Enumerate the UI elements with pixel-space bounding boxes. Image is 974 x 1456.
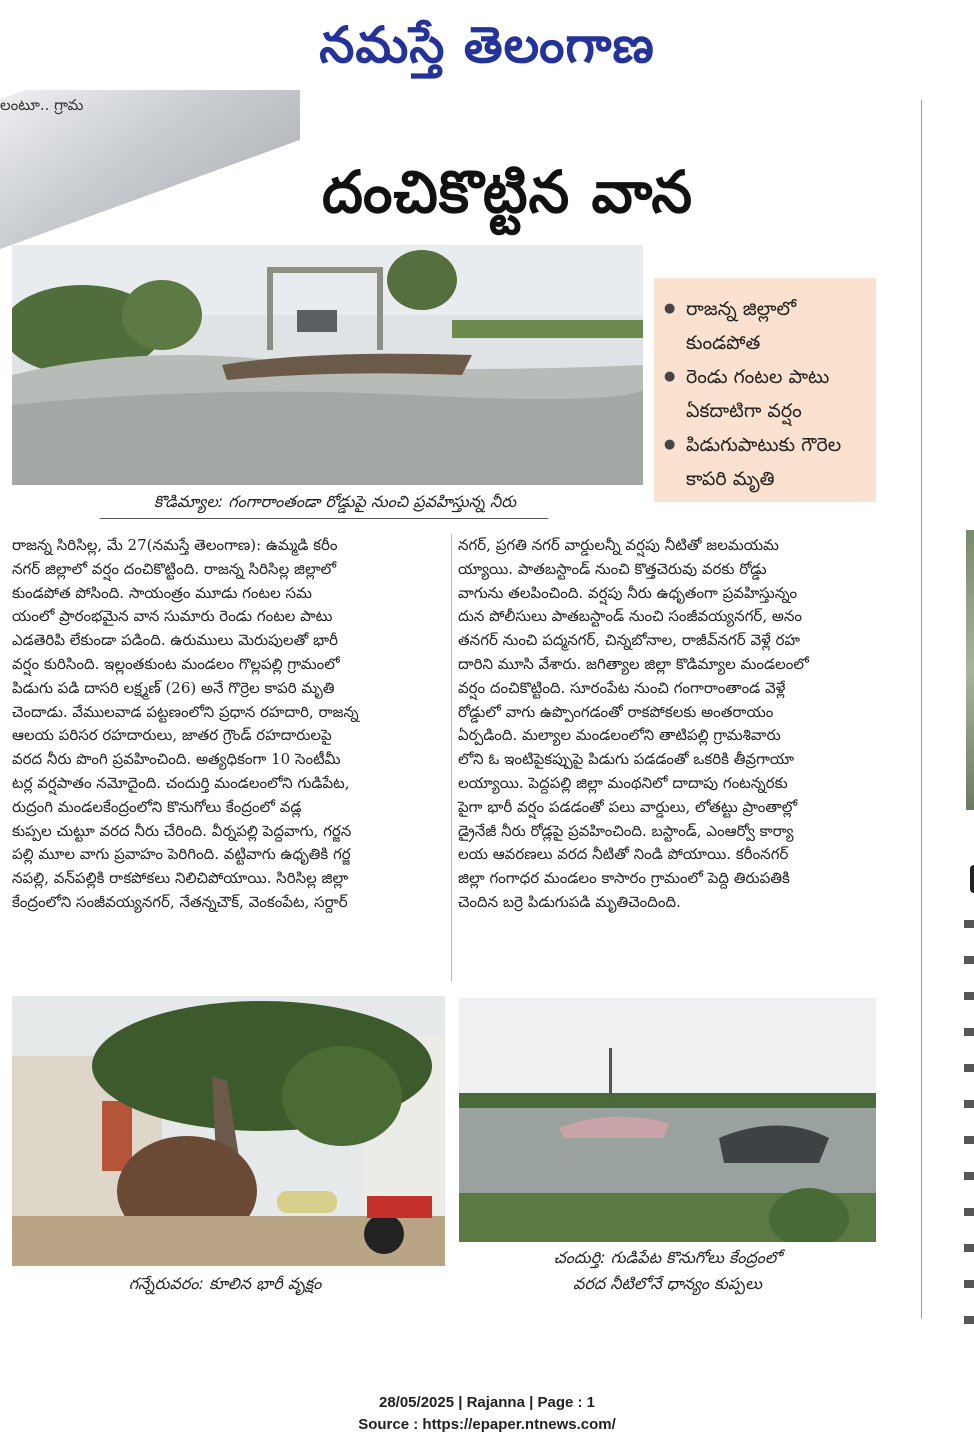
highlight-item: ● పిడుగుపాటుకు గౌరెల కాపరి మృతి [664,428,876,496]
footer-source: Source : https://epaper.ntnews.com/ [358,1416,616,1433]
headline: దంచికొట్టిన వాన [322,158,694,226]
caption-field-photo-line2: వరద నీటిలోనే ధాన్యం కుప్పలు [573,1274,762,1293]
caption-top-photo: కొడిమ్యాల: గంగారాంతండా రోడ్డుపై నుంచి ప్రవహిస్తున్న నీరు [153,492,517,511]
photo-flooded-road [12,245,643,485]
adjacent-heading-fragment [970,865,974,893]
adjacent-article-fragment [940,130,974,1330]
caption-tree-photo: గన్నేరువరం: కూలిన భారీ వృక్షం [128,1274,322,1293]
column-divider [451,534,452,982]
article-column-2: నగర్, ప్రగతి నగర్ వార్డులన్నీ వర్షపు నీటితో జలమయమ య్యాయి. పాతబస్టాండ్ నుంచి కొత్తచెరువు వరకు రోడ్డు వాగును తలపించింది. వర్షపు నీరు ఉధృతంగా ప్రవహిస్తున్నం దున పోలీసులు పాతబస్టాండ్ నుంచి సంజీవయ్యనగర్, అనం తనగర్ నుంచి పద్మనగర్, చిన్నబోనాల, రాజీవ్‌నగర్ వెళ్లే రహ దారిని మూసి వేశారు. జగిత్యాల జిల్లా కొడిమ్యాల మండలంలో వర్షం దంచికొట్టింది. సూరంపేట నుంచి గంగారాంతాండ వెళ్లే రోడ్డులో వాగు ఉప్పొంగడంతో రాకపోకలకు అంతరాయం ఏర్పడింది. మల్యాల మండలంలోని తాటిపల్లి గ్రామశివారు లోని ఓ ఇంటిపైకప్పుపై పిడుగు పడడంతో ఒకరికి తీవ్రగాయా లయ్యాయి. పెద్దపల్లి జిల్లా మంథనిలో దాదాపు గంటన్నరకు పైగా భారీ వర్షం పడడంతో పలు వార్డులు, లోతట్టు ప్రాంతాల్లో డ్రైనేజీ నీరు రోడ్లపై ప్రవహించింది. బస్టాండ్, ఎంఆర్వో కార్యా లయ ఆవరణలు వరద నీటితో నిండి పోయాయి. కరీంనగర్ జిల్లా గంగాధర మండలం కాసారం గ్రామంలో పెద్ది తిరుపతికి చెందిన బర్రె పిడుగుపడి మృతిచెందింది. [458,536,809,911]
cut-off-text-fragment: లంటూ.. గ్రామ [0,96,84,114]
photo-fallen-tree [12,996,445,1266]
highlights-box [654,278,876,502]
adjacent-photo-fragment [966,530,974,810]
article-column-1: రాజన్న సిరిసిల్ల, మే 27(నమస్తే తెలంగాణ): ఉమ్మడి కరీం నగర్ జిల్లాలో వర్షం దంచికొట్టింది. రాజన్న సిరిసిల్ల జిల్లాలో కుండపోత పోసింది. సాయంత్రం మూడు గంటల సమ యంలో ప్రారంభమైన వాన సుమారు రెండు గంటల పాటు ఎడతెరిపి లేకుండా పడింది. ఉరుములు మెరుపులతో భారీ వర్షం కురిసింది. ఇల్లంతకుంట మండలం గొల్లపల్లి గ్రామంలో పిడుగు పడి దాసరి లక్ష్మణ్ (26) అనే గొర్రెల కాపరి మృతి చెందాడు. వేములవాడ పట్టణంలోని ప్రధాన రహదారి, రాజన్న ఆలయ పరిసర రహదారులు, జాతర గ్రౌండ్ రహదారులపై వరద నీరు పొంగి ప్రవహించింది. అత్యధికంగా 10 సెంటీమీ టర్ల వర్షపాతం నమోదైంది. చందుర్తి మండలంలోని గుడిపేట, రుద్రంగి మండలకేంద్రంలోని కొనుగోలు కేంద్రంలో వడ్ల కుప్పల చుట్టూ వరద నీరు చేరింది. వీర్నపల్లి పెద్దవాగు, గర్జన పల్లి మూల వాగు ప్రవాహం పెరిగింది. వట్టివాగు ఉధృతికి గర్జ నపల్లి, వన్‌పల్లికి రాకపోకలు నిలిచిపోయాయి. సిరిసిల్ల జిల్లా కేంద్రంలోని సంజీవయ్యనగర్, నేతన్నచౌక్, వెంకంపేట, సర్దార్ [12,536,359,911]
highlight-item: ● రాజన్న జిల్లాలో కుండపోత [664,292,876,360]
caption-field-photo-line1: చందుర్తి: గుడిపేట కొనుగోలు కేంద్రంలో [553,1248,782,1267]
highlight-item: ● రెండు గంటల పాటు ఏకదాటిగా వర్షం [664,360,876,428]
caption-underline [100,518,548,519]
footer-date-edition: 28/05/2025 | Rajanna | Page : 1 [378,1394,595,1411]
photo-flooded-field [459,998,876,1242]
masthead: నమస్తే తెలంగాణ [319,15,655,74]
column-rule [921,100,922,1318]
newspaper-clipping [0,90,974,1330]
adjacent-text-fragment [964,920,974,1330]
